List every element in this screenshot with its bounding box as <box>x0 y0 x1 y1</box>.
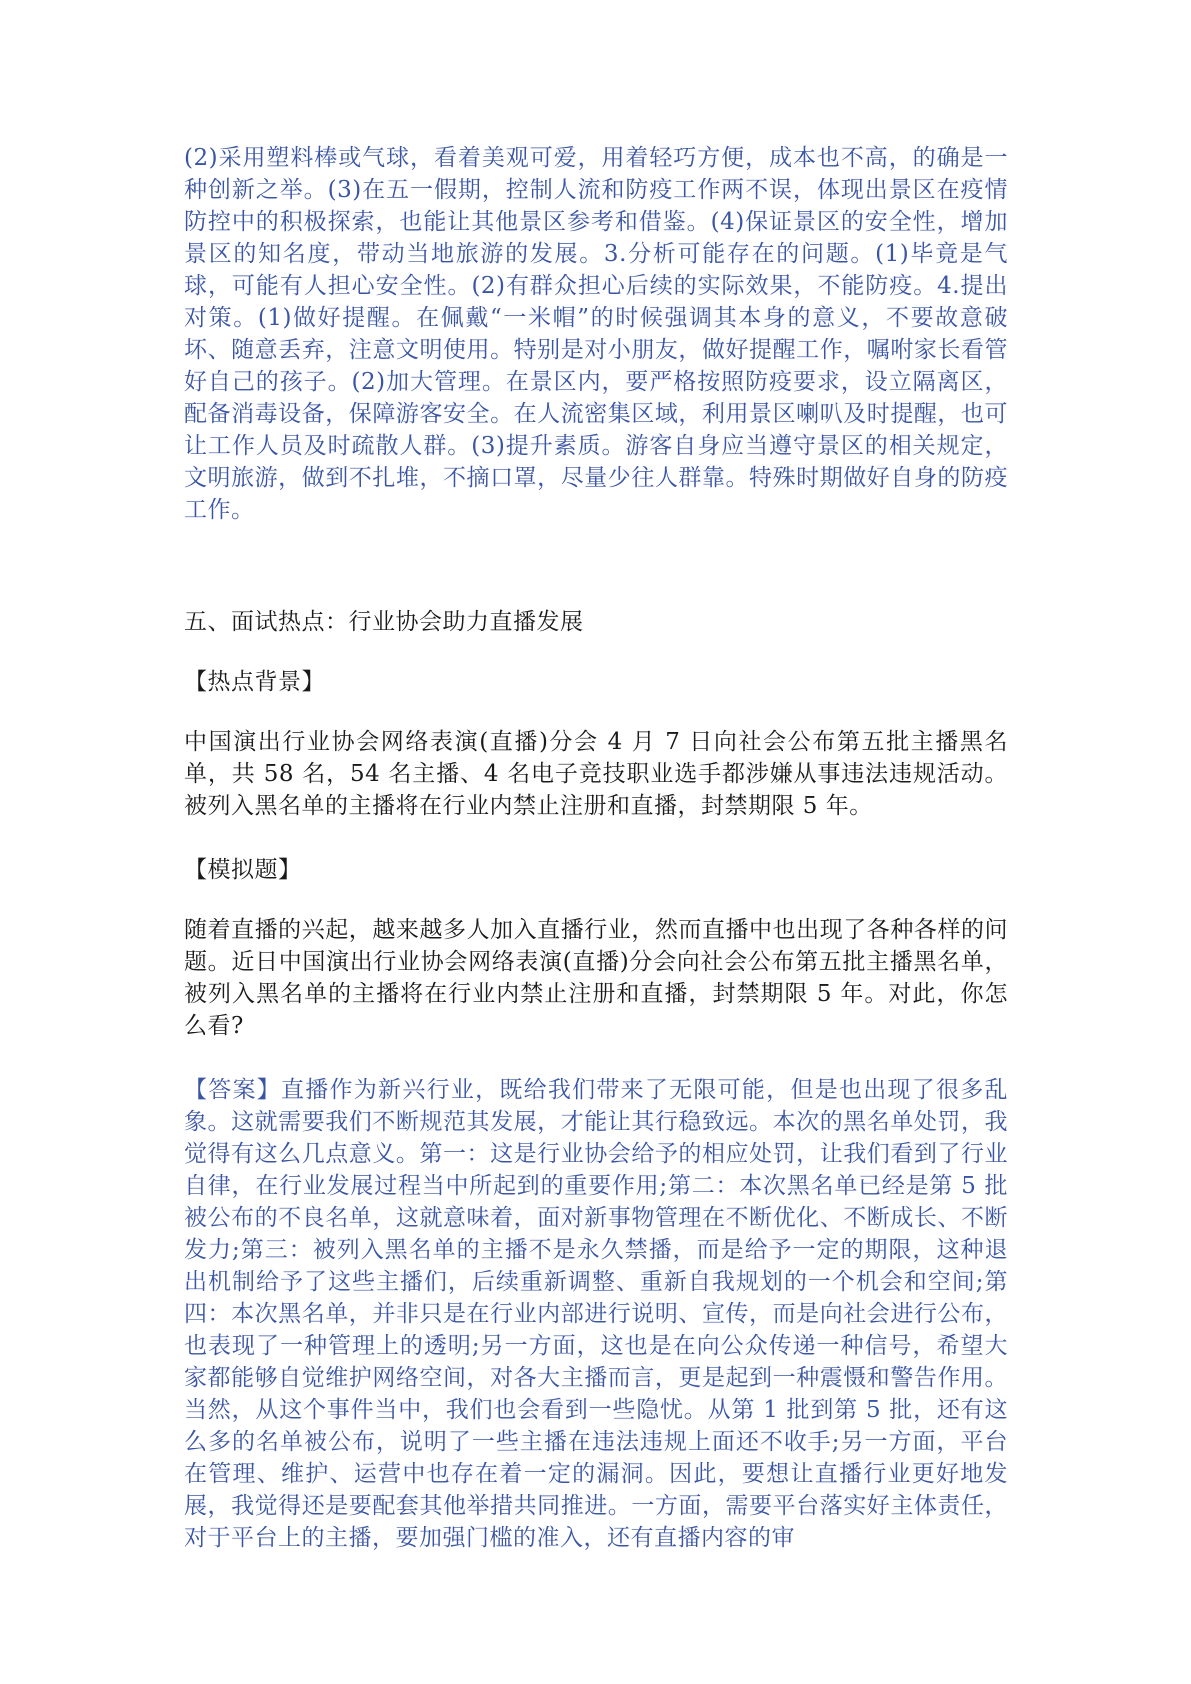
background-label: 【热点背景】 <box>184 669 325 695</box>
answer-label: 【答案】 <box>184 1077 282 1103</box>
answer-text: 直播作为新兴行业，既给我们带来了无限可能，但是也出现了很多乱象。这就需要我们不断规范其发展，才能让其行稳致远。本次的黑名单处罚，我觉得有这么几点意义。第一：这是行业协会给予的相应处罚，让我们看到了行业自律，在行业发展过程当中所起到的重要作用;第二：本次黑名单已经是第 5 批被公布的不良名单，这就意味着，面对新事物管理在不断优化、不断成长、不断发力;第三：被列入黑名单的主播不是永久禁播，而是给予一定的期限，这种退出机制给予了这些主播们，后续重新调整、重新自我规划的一个机会和空间;第四：本次黑名单，并非只是在行业内部进行说明、宣传，而是向社会进行公布，也表现了一种管理上的透明;另一方面，这也是在向公众传递一种信号，希望大家都能够自觉维护网络空间，对各大主播而言，更是起到一种震慑和警告作用。当然，从这个事件当中，我们也会看到一些隐忧。从第 1 批到第 5 批，还有这么多的名单被公布，说明了一些主播在违法违规上面还不收手;另一方面，平台在管理、维护、运营中也存在着一定的漏洞。因此，要想让直播行业更好地发展，我觉得还是要配套其他举措共同推进。一方面，需要平台落实好主体责任，对于平台上的主播，要加强门槛的准入，还有直播内容的审 <box>184 1077 1009 1551</box>
mock-question-paragraph: 随着直播的兴起，越来越多人加入直播行业，然而直播中也出现了各种各样的问题。近日中国演出行业协会网络表演(直播)分会向社会公布第五批主播黑名单，被列入黑名单的主播将在行业内禁止注册和直播，封禁期限 5 年。对此，你怎么看? <box>184 917 1008 1039</box>
answer-paragraph <box>184 1074 1008 1554</box>
continued-answer-paragraph: (2)采用塑料棒或气球，看着美观可爱，用着轻巧方便，成本也不高，的确是一种创新之举。(3)在五一假期，控制人流和防疫工作两不误，体现出景区在疫情防控中的积极探索，也能让其他景区参考和借鉴。(4)保证景区的安全性，增加景区的知名度，带动当地旅游的发展。3.分析可能存在的问题。(1)毕竟是气球，可能有人担心安全性。(2)有群众担心后续的实际效果，不能防疫。4.提出对策。(1)做好提醒。在佩戴“一米帽”的时候强调其本身的意义，不要故意破坏、随意丢弃，注意文明使用。特别是对小朋友，做好提醒工作，嘱咐家长看管好自己的孩子。(2)加大管理。在景区内，要严格按照防疫要求，设立隔离区，配备消毒设备，保障游客安全。在人流密集区域，利用景区喇叭及时提醒，也可让工作人员及时疏散人群。(3)提升素质。游客自身应当遵守景区的相关规定，文明旅游，做到不扎堆，不摘口罩，尽量少往人群靠。特殊时期做好自身的防疫工作。 <box>184 145 1008 523</box>
section-heading: 五、面试热点：行业协会助力直播发展 <box>184 609 584 635</box>
background-paragraph: 中国演出行业协会网络表演(直播)分会 4 月 7 日向社会公布第五批主播黑名单，共 58 名，54 名主播、4 名电子竞技职业选手都涉嫌从事违法违规活动。被列入黑名单的主播将在行业内禁止注册和直播，封禁期限 5 年。 <box>184 729 1008 819</box>
mock-question-label: 【模拟题】 <box>184 857 302 883</box>
